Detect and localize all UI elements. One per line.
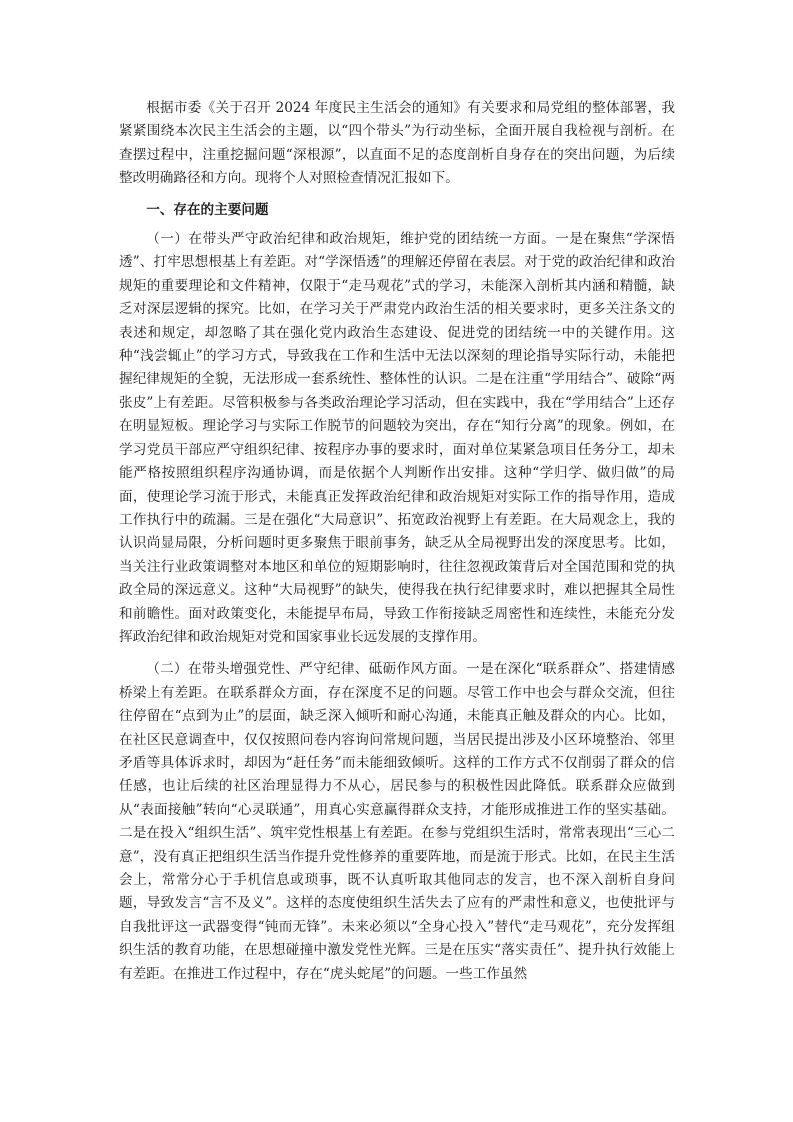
intro-paragraph: 根据市委《关于召开 2024 年度民主生活会的通知》有关要求和局党组的整体部署，我紧紧围绕本次民主生活会的主题，以“四个带头”为行动坐标，全面开展自我检视与剖析。在查摆过程中，注重挖掘问题“深根源”，以直面不足的态度剖析自身存在的突出问题，为后续整改明确路径和方向。现将个人对照检查情况汇报如下。: [119, 100, 675, 187]
body-paragraph-2: （二）在带头增强党性、严守纪律、砥砺作风方面。一是在深化“联系群众”、搭建情感桥梁上有差距。在联系群众方面，存在深度不足的问题。尽管工作中也会与群众交流，但往往停留在“点到为止”的层面，缺乏深入倾听和耐心沟通，未能真正触及群众的内心。比如，在社区民意调查中，仅仅按照问卷内容询问常规问题，当居民提出涉及小区环境整治、邻里矛盾等具体诉求时，却因为“赶任务”而未能细致倾听。这样的工作方式不仅削弱了群众的信任感，也让后续的社区治理显得力不从心，居民参与的积极性因此降低。联系群众应做到从“表面接触”转向“心灵联通”，用真心实意赢得群众支持，才能形成推进工作的坚实基础。二是在投入“组织生活”、筑牢党性根基上有差距。在参与党组织生活时，常常表现出“三心二意”，没有真正把组织生活当作提升党性修养的重要阵地，而是流于形式。比如，在民主生活会上，常常分心于手机信息或琐事，既不认真听取其他同志的发言，也不深入剖析自身问题，导致发言“言不及义”。这样的态度使组织生活失去了应有的严肃性和意义，也使批评与自我批评这一武器变得“钝而无锋”。未来必须以“全身心投入”替代“走马观花”，充分发挥组织生活的教育功能，在思想碰撞中激发党性光辉。三是在压实“落实责任”、提升执行效能上有差距。在推进工作过程中，存在“虎头蛇尾”的问题。一些工作虽然: [119, 661, 675, 982]
body-paragraph-1: （一）在带头严守政治纪律和政治规矩，维护党的团结统一方面。一是在聚焦“学深悟透”、打牢思想根基上有差距。对“学深悟透”的理解还停留在表层。对于党的政治纪律和政治规矩的重要理论和文件精神，仅限于“走马观花”式的学习，未能深入剖析其内涵和精髓，缺乏对深层逻辑的探究。比如，在学习关于严肃党内政治生活的相关要求时，更多关注条文的表述和规定，却忽略了其在强化党内政治生态建设、促进党的团结统一中的关键作用。这种“浅尝辄止”的学习方式，导致我在工作和生活中无法以深刻的理论指导实际行动，未能把握纪律规矩的全貌，无法形成一套系统性、整体性的认识。二是在注重“学用结合”、破除“两张皮”上有差距。尽管积极参与各类政治理论学习活动，但在实践中，我在“学用结合”上还存在明显短板。理论学习与实际工作脱节的问题较为突出，存在“知行分离”的现象。例如，在学习党员干部应严守组织纪律、按程序办事的要求时，面对单位某紧急项目任务分工，却未能严格按照组织程序沟通协调，而是依据个人判断作出安排。这种“学归学、做归做”的局面，使理论学习流于形式，未能真正发挥政治纪律和政治规矩对实际工作的指导作用，造成工作执行中的疏漏。三是在强化“大局意识”、拓宽政治视野上有差距。在大局观念上，我的认识尚显局限，分析问题时更多聚焦于眼前事务，缺乏从全局视野出发的深度思考。比如，当关注行业政策调整对本地区和单位的短期影响时，往往忽视政策背后对全国范围和党的执政全局的深远意义。这种“大局视野”的缺失，使得我在执行纪律要求时，难以把握其全局性和前瞻性。面对政策变化，未能提早布局，导致工作衔接缺乏周密性和连续性，未能充分发挥政治纪律和政治规矩对党和国家事业长远发展的支撑作用。: [119, 231, 675, 645]
document-page: [119, 97, 675, 986]
section-heading: 一、存在的主要问题: [146, 201, 269, 218]
paragraph-gap: [119, 649, 675, 658]
